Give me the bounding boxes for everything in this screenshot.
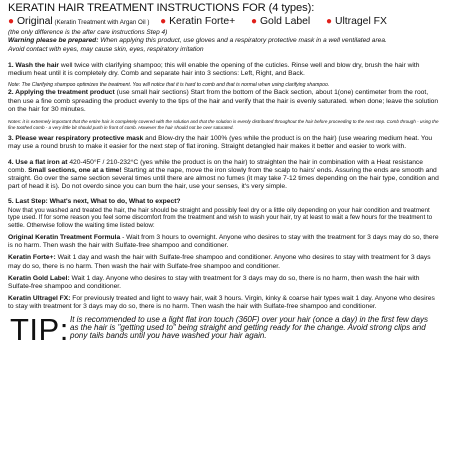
- step-2-title: 2. Applying the treatment product: [8, 89, 115, 97]
- type-forte: Keratin Forte+: [169, 16, 236, 27]
- step-2-text: (use small hair sections) Start from the bottom of the Back section, about 1(one) centimeter from the root, then use a fine comb spreading the product evenly to the tips of the hair and verify that the hair is evenly saturated. when done; leave the solution on the hair for 30 minutes.: [8, 89, 439, 113]
- step-1-title: 1. Wash the hair: [8, 62, 60, 69]
- step-2-note: Notes: it is extremely important that the entire hair is completely covered with the solution and that the solution is evenly distributed throughout the hair before proceeding to the next step. Comb through - using the fine toothed comb - a very little bit should push in front of comb. However the hair should not be over saturated.: [8, 119, 439, 130]
- step-1: [8, 62, 442, 78]
- warning-label: Warning please be prepared:: [8, 37, 99, 44]
- type-original: Original: [16, 16, 53, 27]
- step-1-note: Note: The Clarifying shampoo optimizes the treatment. You will notice that it is hard to comb and that is normal when using clarifying shampoo.: [8, 82, 330, 89]
- bullet-icon: ●: [326, 16, 333, 27]
- tip-heading: TIP:: [10, 311, 69, 347]
- aftercare-forte: [8, 254, 442, 270]
- type-ultragel: Ultragel FX: [334, 16, 387, 27]
- aftercare-original-text: - Wait from 3 hours to overnight. Anyone who desires to stay with the treatment for 3 days may do so, there is no harm. Then wash the hair with Sulfate-free shampoo and conditioner.: [8, 234, 439, 250]
- type-gold: Gold Label: [259, 16, 311, 27]
- step-4-text-a: 420-450°F / 210-232°C (yes while the product is on the hair) to straighten the hair in combination with a Heat resistance comb.: [8, 158, 423, 174]
- page-title: KERATIN HAIR TREATMENT INSTRUCTIONS FOR (4 types):: [8, 2, 315, 14]
- step-4-text-b: Starting at the nape, move the iron slowly from the scalp to hairs' ends. Assuring the ends are smooth and straight. Go over the same section several times until there are almost no fumes (it may take 7-12 times depending on the hair type, condition and part of head it is). Do not overdo since you can burn the hair, use your senses, it's very simple.: [8, 166, 439, 191]
- aftercare-gold-text: Wait 1 day. Anyone who desires to stay with treatment for 3 days may do so, there is no harm, then wash the hair with Sulfate-free shampoo and conditioner.: [8, 274, 420, 291]
- aftercare-forte-title: Keratin Forte+:: [8, 254, 56, 262]
- avoid-contact: Avoid contact with eyes, may cause skin, eyes, respiratory irritation: [8, 46, 204, 53]
- warning-line: [8, 37, 442, 45]
- step-5-title-line: [8, 198, 442, 206]
- aftercare-forte-text: Wait 1 day and wash the hair with Sulfate-free shampoo and conditioner. Anyone who desires to stay with treatment for 3 days may do so, there is no harm. Then wash the hair with Sulfate-free shampoo and conditioner.: [8, 254, 431, 270]
- step-3-title: 3. Please wear respiratory protective mask: [8, 135, 144, 143]
- step-4-title: 4. Use a flat iron at: [8, 158, 68, 166]
- bullet-icon: ●: [160, 16, 167, 27]
- aftercare-ultragel-text: For previously treated and light to wavy hair, wait 3 hours. Virgin, kinky & coarse hair types wait 1 day. Anyone who desires to stay with treatment for 3 days may do so, there is no harm. Then wash the hair with Sulfate-free shampoo and conditioner.: [8, 295, 435, 311]
- type-original-sub: (Keratin Treatment with Argan Oil ): [52, 19, 150, 26]
- aftercare-ultragel-title: Keratin Ultragel FX:: [8, 295, 71, 303]
- aftercare-gold-title: Keratin Gold Label:: [8, 274, 70, 282]
- tip-box: [8, 311, 442, 372]
- aftercare-original: [8, 234, 442, 250]
- step-5-text: Now that you washed and treated the hair, the hair should be straight and possibly feel dry or a little oily depending on your hair condition and treatment type used. If for some reason you feel some discomfort from the treatment and wish to wash your hair, try at least to wait a few hours for the treatment to settle. Otherwise follow the waiting time listed below:: [8, 206, 433, 230]
- step-4-emphasis: Small sections, one at a time!: [28, 166, 122, 174]
- aftercare-gold: [8, 275, 442, 291]
- aftercare-original-title: Original Keratin Treatment Formula: [8, 234, 121, 242]
- treatment-types-row: [8, 15, 442, 29]
- step-3-text: and Blow-dry the hair 100% (yes while the product is on the hair) (use wearing medium heat. You may use a round brush to make it easier for the next step of flat ironing. Straight detangled hair makes it better and easier to work with.: [8, 135, 433, 151]
- step-2: [8, 89, 442, 114]
- step-4: [8, 159, 442, 192]
- aftercare-ultragel: [8, 295, 442, 311]
- bullet-icon: ●: [8, 16, 15, 27]
- tip-text: It is recommended to use a light flat iron touch (360F) over your hair (once a day) in the first few days as the hair is "getting used to" being straight and getting ready for the change. Avoid strong clips and pony tails bands until you have washed your hair again.: [70, 314, 428, 341]
- bullet-icon: ●: [251, 16, 258, 27]
- warning-text: When applying this product, use gloves and a respiratory protective mask in a well ventilated area.: [98, 37, 387, 44]
- difference-note: (the only difference is the after care instructions Step 4): [8, 29, 168, 36]
- step-1-text: well twice with clarifying shampoo; this will enable the opening of the cuticles. Rinse well and blow dry, brush the hair with medium heat until it is completely dry. Comb and separate hair into 3 sections: Left, Right, and Back.: [8, 62, 420, 78]
- step-3: [8, 135, 442, 151]
- step-5-title: 5. Last Step: What's next, What to do, What to expect?: [8, 198, 181, 206]
